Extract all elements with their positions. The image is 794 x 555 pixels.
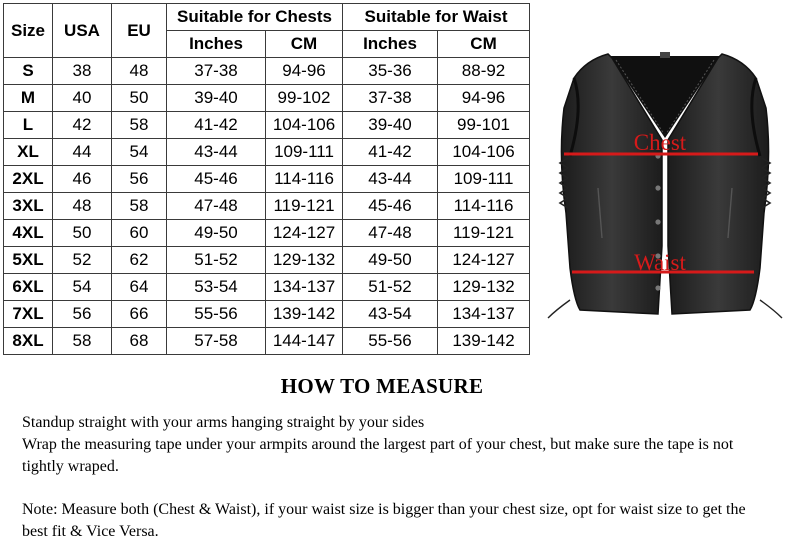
- chest-cm-cell: 119-121: [266, 193, 343, 220]
- size-cell: 3XL: [4, 193, 53, 220]
- eu-cell: 58: [112, 112, 167, 139]
- measure-instruction-1: Standup straight with your arms hanging straight by your sides: [22, 414, 425, 431]
- chest-inches-cell: 45-46: [167, 166, 266, 193]
- waist-cm-cell: 104-106: [438, 139, 530, 166]
- usa-cell: 48: [53, 193, 112, 220]
- table-row: [4, 139, 530, 166]
- waist-cm-cell: 94-96: [438, 85, 530, 112]
- eu-cell: 62: [112, 247, 167, 274]
- waist-inches-cell: 37-38: [343, 85, 438, 112]
- header-waist-cm: CM: [438, 31, 530, 58]
- table-row: [4, 112, 530, 139]
- size-cell: XL: [4, 139, 53, 166]
- usa-cell: 46: [53, 166, 112, 193]
- chest-cm-cell: 144-147: [266, 328, 343, 355]
- waist-cm-cell: 109-111: [438, 166, 530, 193]
- size-cell: L: [4, 112, 53, 139]
- chest-inches-cell: 51-52: [167, 247, 266, 274]
- chest-cm-cell: 94-96: [266, 58, 343, 85]
- chest-inches-cell: 47-48: [167, 193, 266, 220]
- table-row: [4, 58, 530, 85]
- header-waist-inches: Inches: [343, 31, 438, 58]
- eu-cell: 68: [112, 328, 167, 355]
- how-to-measure-title: HOW TO MEASURE: [280, 374, 484, 398]
- size-cell: 4XL: [4, 220, 53, 247]
- waist-cm-cell: 88-92: [438, 58, 530, 85]
- waist-inches-cell: 43-54: [343, 301, 438, 328]
- usa-cell: 54: [53, 274, 112, 301]
- chest-cm-cell: 129-132: [266, 247, 343, 274]
- waist-inches-cell: 55-56: [343, 328, 438, 355]
- waist-cm-cell: 134-137: [438, 301, 530, 328]
- chest-inches-cell: 57-58: [167, 328, 266, 355]
- size-cell: 2XL: [4, 166, 53, 193]
- size-cell: 7XL: [4, 301, 53, 328]
- table-row: [4, 166, 530, 193]
- table-body: [4, 58, 530, 355]
- header-chest-group: Suitable for Chests: [167, 4, 343, 31]
- waist-marker-label: Waist: [634, 250, 686, 275]
- size-cell: 6XL: [4, 274, 53, 301]
- eu-cell: 66: [112, 301, 167, 328]
- chest-cm-cell: 109-111: [266, 139, 343, 166]
- waist-inches-cell: 51-52: [343, 274, 438, 301]
- waist-inches-cell: 41-42: [343, 139, 438, 166]
- eu-cell: 58: [112, 193, 167, 220]
- eu-cell: 56: [112, 166, 167, 193]
- size-cell: S: [4, 58, 53, 85]
- chest-cm-cell: 99-102: [266, 85, 343, 112]
- chest-inches-cell: 39-40: [167, 85, 266, 112]
- usa-cell: 50: [53, 220, 112, 247]
- table-row: [4, 193, 530, 220]
- size-cell: 8XL: [4, 328, 53, 355]
- waist-inches-cell: 45-46: [343, 193, 438, 220]
- chest-cm-cell: 139-142: [266, 301, 343, 328]
- chest-inches-cell: 49-50: [167, 220, 266, 247]
- measure-instruction-2: Wrap the measuring tape under your armpits around the largest part of your chest, but make sure the tape is not tightly wraped.: [22, 436, 734, 475]
- chest-cm-cell: 114-116: [266, 166, 343, 193]
- size-chart-table: [3, 3, 530, 355]
- table-header: [4, 4, 530, 58]
- vest-icon: [548, 52, 782, 318]
- waist-inches-cell: 49-50: [343, 247, 438, 274]
- waist-cm-cell: 99-101: [438, 112, 530, 139]
- waist-inches-cell: 43-44: [343, 166, 438, 193]
- chest-cm-cell: 124-127: [266, 220, 343, 247]
- waist-inches-cell: 47-48: [343, 220, 438, 247]
- waist-inches-cell: 39-40: [343, 112, 438, 139]
- header-chest-cm: CM: [266, 31, 343, 58]
- chest-inches-cell: 43-44: [167, 139, 266, 166]
- waist-cm-cell: 139-142: [438, 328, 530, 355]
- eu-cell: 48: [112, 58, 167, 85]
- eu-cell: 50: [112, 85, 167, 112]
- table-row: [4, 85, 530, 112]
- usa-cell: 56: [53, 301, 112, 328]
- usa-cell: 38: [53, 58, 112, 85]
- waist-cm-cell: 119-121: [438, 220, 530, 247]
- vest-measurement-illustration: [540, 38, 790, 338]
- table-row: [4, 247, 530, 274]
- table-row: [4, 274, 530, 301]
- measure-note: Note: Measure both (Chest & Waist), if your waist size is bigger than your chest size, opt for waist size to get the best fit & Vice Versa.: [22, 501, 746, 540]
- chest-marker-label: Chest: [633, 130, 687, 155]
- usa-cell: 58: [53, 328, 112, 355]
- header-usa: USA: [53, 4, 112, 58]
- chest-inches-cell: 37-38: [167, 58, 266, 85]
- header-waist-group: Suitable for Waist: [343, 4, 530, 31]
- table-row: [4, 220, 530, 247]
- usa-cell: 52: [53, 247, 112, 274]
- chest-cm-cell: 134-137: [266, 274, 343, 301]
- waist-inches-cell: 35-36: [343, 58, 438, 85]
- eu-cell: 64: [112, 274, 167, 301]
- header-eu: EU: [112, 4, 167, 58]
- header-size: Size: [4, 4, 53, 58]
- usa-cell: 42: [53, 112, 112, 139]
- usa-cell: 40: [53, 85, 112, 112]
- chest-inches-cell: 41-42: [167, 112, 266, 139]
- size-cell: 5XL: [4, 247, 53, 274]
- chest-inches-cell: 55-56: [167, 301, 266, 328]
- table-row: [4, 301, 530, 328]
- waist-cm-cell: 129-132: [438, 274, 530, 301]
- chest-cm-cell: 104-106: [266, 112, 343, 139]
- chest-inches-cell: 53-54: [167, 274, 266, 301]
- eu-cell: 54: [112, 139, 167, 166]
- usa-cell: 44: [53, 139, 112, 166]
- size-cell: M: [4, 85, 53, 112]
- table-row: [4, 328, 530, 355]
- header-chest-inches: Inches: [167, 31, 266, 58]
- eu-cell: 60: [112, 220, 167, 247]
- waist-cm-cell: 124-127: [438, 247, 530, 274]
- waist-cm-cell: 114-116: [438, 193, 530, 220]
